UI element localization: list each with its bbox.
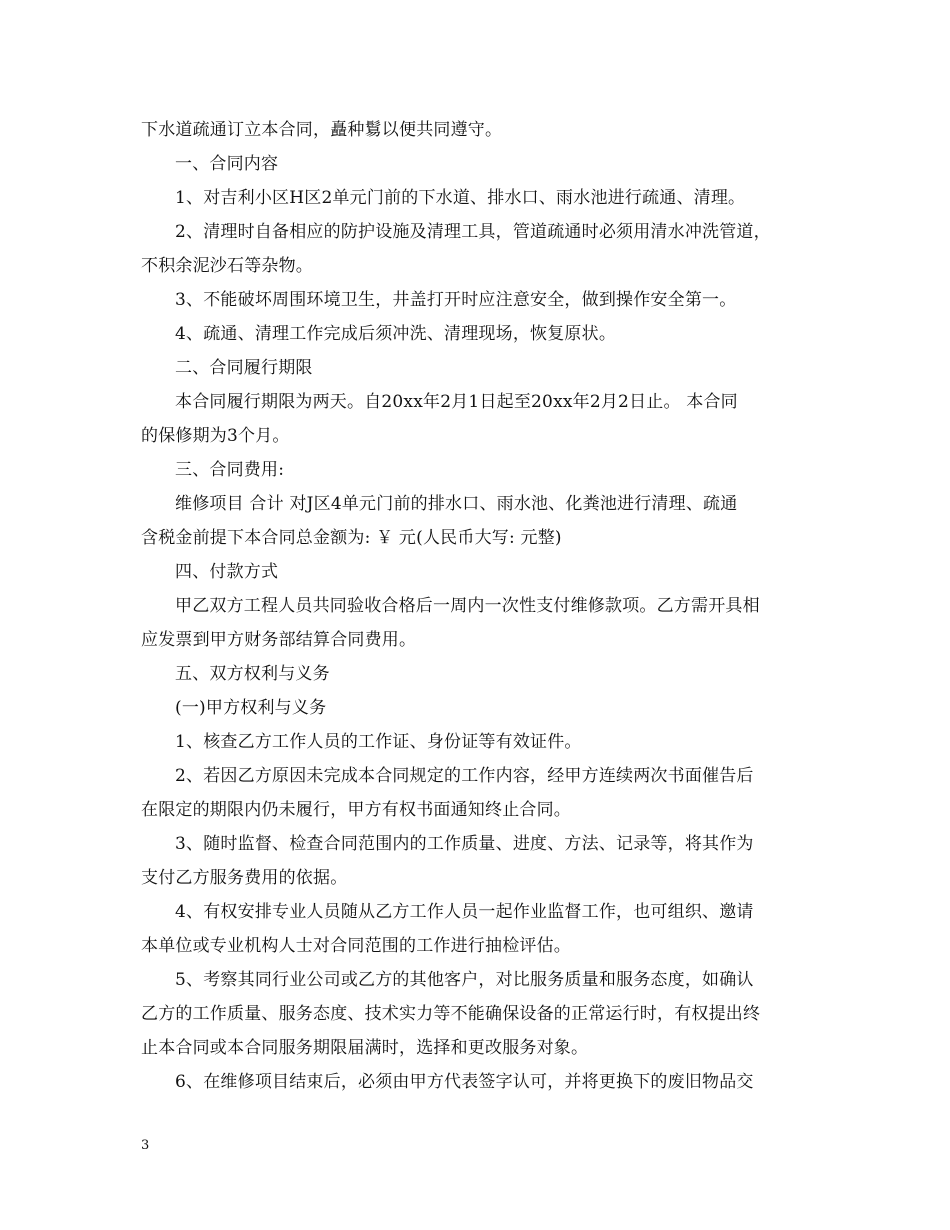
page-number: 3 — [141, 1138, 150, 1153]
document-line: 甲乙双方工程人员共同验收合格后一周内一次性支付维修款项。乙方需开具相 — [175, 596, 760, 616]
section-heading-fees: 三、合同费用: — [175, 460, 285, 480]
document-line: 1、核查乙方工作人员的工作证、身份证等有效证件。 — [175, 732, 582, 752]
document-line: 3、随时监督、检查合同范围内的工作质量、进度、方法、记录等，将其作为 — [175, 834, 754, 854]
document-line: 乙方的工作质量、服务态度、技术实力等不能确保设备的正常运行时，有权提出终 — [141, 1004, 761, 1024]
document-line: 4、疏通、清理工作完成后须冲洗、清理现场，恢复原状。 — [175, 324, 617, 344]
document-body — [141, 113, 816, 1099]
section-heading-payment: 四、付款方式 — [175, 562, 279, 582]
document-line: 1、对吉利小区H区2单元门前的下水道、排水口、雨水池进行疏通、清理。 — [175, 188, 746, 208]
subsection-heading-party-a: (一)甲方权利与义务 — [175, 698, 327, 718]
document-line: 的保修期为3个月。 — [141, 426, 290, 446]
document-line: 止本合同或本合同服务期限届满时，选择和更改服务对象。 — [141, 1038, 589, 1058]
document-line: 支付乙方服务费用的依据。 — [141, 868, 348, 888]
document-line: 不积余泥沙石等杂物。 — [141, 256, 313, 276]
document-line: 3、不能破坏周围环境卫生，井盖打开时应注意安全，做到操作安全第一。 — [175, 290, 737, 310]
document-line: 下水道疏通订立本合同，矗种鬄以便共同遵守。 — [141, 120, 503, 140]
document-line: 5、考察其同行业公司或乙方的其他客户，对比服务质量和服务态度，如确认 — [175, 970, 754, 990]
document-line: 含税金前提下本合同总金额为: ￥ 元(人民币大写: 元整) — [141, 528, 562, 548]
document-line: 2、清理时自备相应的防护设施及清理工具，管道疏通时必须用清水冲洗管道， — [175, 222, 771, 242]
document-line: 本单位或专业机构人士对合同范围的工作进行抽检评估。 — [141, 936, 571, 956]
document-line: 6、在维修项目结束后，必须由甲方代表签字认可，并将更换下的废旧物品交 — [175, 1072, 754, 1092]
document-line: 2、若因乙方原因未完成本合同规定的工作内容，经甲方连续两次书面催告后 — [175, 766, 754, 786]
document-line: 本合同履行期限为两天。自20xx年2月1日起至20xx年2月2日止。 本合同 — [175, 392, 738, 412]
document-line: 在限定的期限内仍未履行，甲方有权书面通知终止合同。 — [141, 800, 571, 820]
document-line: 应发票到甲方财务部结算合同费用。 — [141, 630, 417, 650]
section-heading-rights-obligations: 五、双方权利与义务 — [175, 664, 330, 684]
document-line: 4、有权安排专业人员随从乙方工作人员一起作业监督工作，也可组织、邀请 — [175, 902, 754, 922]
section-heading-term: 二、合同履行期限 — [175, 358, 313, 378]
section-heading-contract-content: 一、合同内容 — [175, 154, 279, 174]
document-line: 维修项目 合计 对J区4单元门前的排水口、雨水池、化粪池进行清理、疏通 — [175, 494, 738, 514]
